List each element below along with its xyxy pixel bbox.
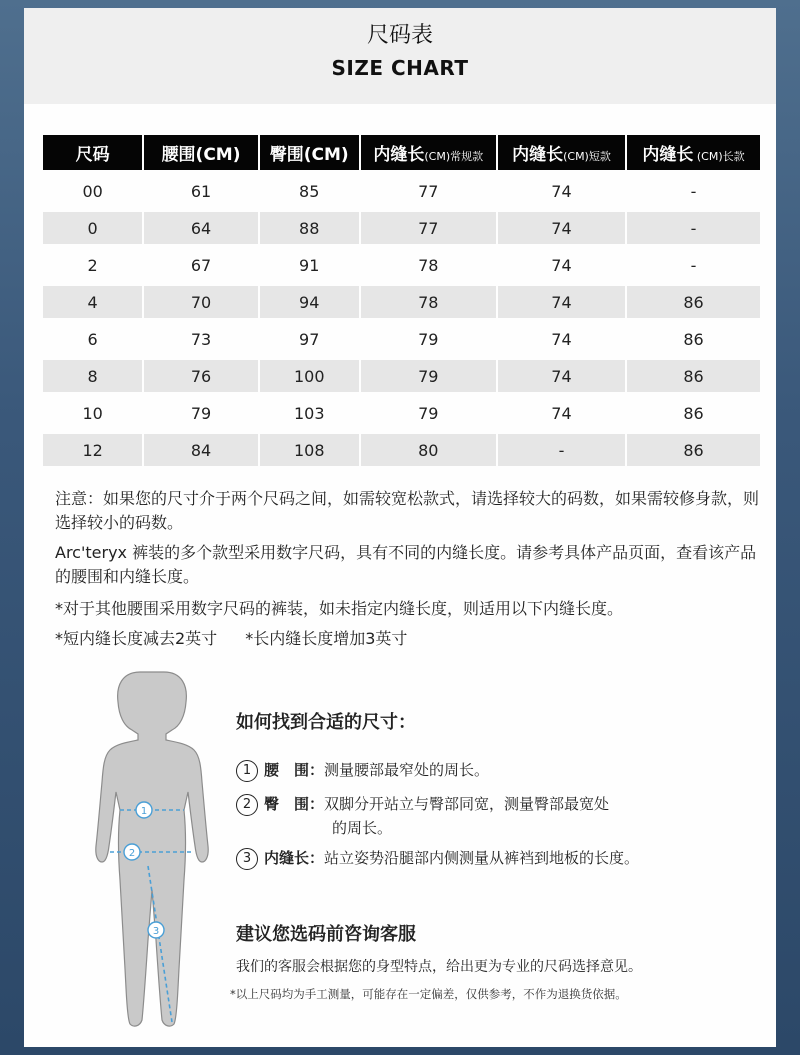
table-row [43,323,760,355]
step-waist [236,758,489,782]
cell-inseam-short: 74 [551,255,572,275]
note-inseam-adjust [55,627,767,651]
cell-inseam-regular: 79 [418,403,439,423]
cell-hip: 100 [260,360,359,392]
step-text: 站立姿势沿腿部内侧测量从裤裆到地板的长度。 [324,849,640,867]
table-header-row [43,135,760,170]
col-header-hip: 臀围(CM) [260,135,359,170]
note-numeric-sizing: Arc'teryx 裤装的多个款型采用数字尺码，具有不同的内缝长度。请参考具体产品页面，查看该产品的腰围和内缝长度。 [55,543,757,586]
page-title-en: SIZE CHART [331,56,469,80]
cell-inseam-regular: 80 [361,434,496,466]
howto-title: 如何找到合适的尺寸： [236,712,416,733]
marker-3: 3 [152,926,160,937]
cell-inseam-long: 86 [627,286,760,318]
cell-size: 6 [87,329,98,349]
cell-size: 8 [43,360,142,392]
cell-inseam-regular: 79 [361,360,496,392]
step-number: 1 [236,760,258,782]
table-row [43,212,760,244]
cell-waist: 70 [144,286,258,318]
cell-inseam-short: 74 [551,329,572,349]
page-title-cn: 尺码表 [366,23,433,48]
cell-inseam-short: 74 [551,403,572,423]
marker-1: 1 [140,806,148,817]
col-header-inseam-regular: 内缝长(CM)常规款 [361,135,496,170]
cell-hip: 94 [260,286,359,318]
cell-inseam-regular: 78 [418,255,439,275]
notes [55,487,767,651]
consult-title: 建议您选码前咨询客服 [236,924,416,945]
table-row [43,434,760,466]
note-short-inseam: *短内缝长度减去2英寸 [55,629,218,648]
cell-inseam-short: 74 [498,286,625,318]
table-row [43,286,760,318]
marker-2: 2 [128,848,136,859]
col-header-waist: 腰围(CM) [144,135,258,170]
table-row [43,249,760,281]
cell-inseam-long: 86 [683,403,704,423]
col-header-inseam-long: 内缝长 (CM)长款 [627,135,760,170]
cell-size: 0 [43,212,142,244]
cell-inseam-long: - [690,181,697,201]
cell-size: 12 [43,434,142,466]
cell-size: 10 [82,403,103,423]
step-hip [236,792,609,840]
cell-size: 00 [82,181,103,201]
note-long-inseam: *长内缝长度增加3英寸 [245,629,408,648]
howto-section [230,708,766,1001]
step-label: 臀 围： [264,795,325,813]
cell-inseam-regular: 79 [418,329,439,349]
cell-inseam-long: 86 [627,360,760,392]
cell-hip: 88 [260,212,359,244]
cell-waist: 64 [144,212,258,244]
cell-waist: 84 [144,434,258,466]
step-inseam [236,846,639,870]
note-size-between: 注意：如果您的尺寸介于两个尺码之间，如需较宽松款式，请选择较大的码数，如果需较修身款，则选择较小的码数。 [55,489,760,532]
cell-hip: 85 [299,181,320,201]
cell-inseam-short: 74 [551,181,572,201]
table-row [43,175,760,207]
cell-inseam-long: 86 [683,329,704,349]
step-text-continued: 的周长。 [332,819,393,837]
cell-hip: 97 [299,329,320,349]
cell-inseam-long: 86 [627,434,760,466]
size-table [41,130,762,471]
cell-inseam-short: 74 [498,360,625,392]
cell-inseam-short: - [498,434,625,466]
step-label: 内缝长： [264,849,325,867]
cell-inseam-long: - [627,212,760,244]
step-text: 测量腰部最窄处的周长。 [324,761,490,779]
cell-hip: 91 [299,255,320,275]
cell-inseam-long: - [690,255,697,275]
step-text: 双脚分开站立与臀部同宽，测量臀部最宽处 [324,795,610,813]
step-number: 3 [236,848,258,870]
cell-hip: 108 [260,434,359,466]
cell-hip: 103 [293,403,325,423]
cell-waist: 67 [190,255,212,275]
table-row [43,360,760,392]
cell-inseam-short: 74 [498,212,625,244]
col-header-size: 尺码 [43,135,142,170]
body-silhouette [96,672,208,1026]
table-row [43,397,760,429]
cell-size: 2 [87,255,98,275]
disclaimer: *以上尺码均为手工测量，可能存在一定偏差，仅供参考，不作为退换货依据。 [230,987,627,1001]
step-number: 2 [236,794,258,816]
body-figure-illustration [72,670,242,1040]
cell-waist: 76 [144,360,258,392]
cell-size: 4 [43,286,142,318]
cell-inseam-regular: 78 [361,286,496,318]
col-header-inseam-short: 内缝长(CM)短款 [498,135,625,170]
cell-inseam-regular: 77 [418,181,439,201]
note-inseam-default: *对于其他腰围采用数字尺码的裤装，如未指定内缝长度，则适用以下内缝长度。 [55,599,624,618]
cell-inseam-regular: 77 [361,212,496,244]
cell-waist: 61 [190,181,212,201]
cell-waist: 79 [190,403,212,423]
consult-description: 我们的客服会根据您的身型特点，给出更为专业的尺码选择意见。 [236,959,642,975]
cell-waist: 73 [190,329,212,349]
step-label: 腰 围： [264,761,325,779]
